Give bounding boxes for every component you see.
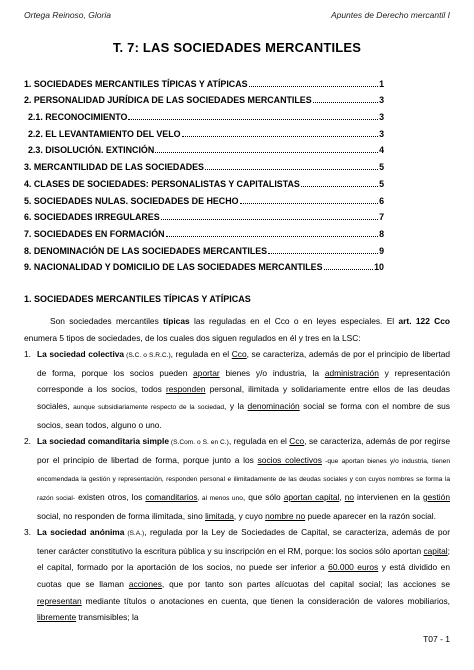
toc-dot-leader bbox=[205, 169, 378, 170]
list-item-sociedad-comanditaria: 2. La sociedad comanditaria simple (S.Com. o S. en C.), regulada en el Cco, se caracteriza, además de por regirse por el principio de libertad de forma, porque junto a los socios colectivos -que aportan bienes y/o industria, tienen encomendada la gestión y representación, responden personal e ilimitadamente de las deudas sociales y con cuyos nombres se forma la razón social- existen otros, los comanditarios, al menos uno, que sólo aportan capital, no intervienen en la gestión social, no responden de forma ilimitada, sino limitada, y cuyo nombre no puede aparecer en la razón social. bbox=[24, 433, 450, 524]
toc-dot-leader bbox=[161, 219, 378, 220]
toc-entry-page: 10 bbox=[374, 262, 384, 273]
toc-entry-page: 8 bbox=[379, 228, 384, 239]
toc-entry-page: 7 bbox=[379, 212, 384, 223]
toc-entry[interactable] bbox=[24, 105, 384, 122]
header-course: Apuntes de Derecho mercantil I bbox=[330, 10, 450, 20]
toc-entry-page: 3 bbox=[379, 112, 384, 123]
toc-entry[interactable] bbox=[24, 189, 384, 206]
toc-entry-page: 5 bbox=[379, 162, 384, 173]
toc-entry[interactable] bbox=[24, 155, 384, 172]
toc-dot-leader bbox=[240, 203, 379, 204]
toc-dot-leader bbox=[313, 102, 378, 103]
toc-dot-leader bbox=[182, 136, 379, 137]
intro-paragraph: Son sociedades mercantiles típicas las reguladas en el Cco o en leyes especiales. El art. 122 Cco enumera 5 tipos de sociedades, de los cuales dos siguen regulados en él y tres en la LSC: bbox=[24, 316, 451, 343]
toc-entry[interactable] bbox=[24, 172, 384, 189]
header-author: Ortega Reinoso, Gloria bbox=[24, 10, 111, 20]
toc-entry[interactable] bbox=[24, 239, 384, 256]
table-of-contents bbox=[24, 72, 384, 272]
toc-dot-leader bbox=[249, 86, 379, 87]
toc-entry[interactable] bbox=[24, 222, 384, 239]
toc-dot-leader bbox=[166, 236, 379, 237]
toc-entry[interactable] bbox=[24, 89, 384, 106]
toc-entry-label: 1. SOCIEDADES MERCANTILES TÍPICAS Y ATÍPICAS bbox=[24, 78, 248, 89]
list-number: 2. bbox=[24, 436, 31, 447]
toc-entry-label: 2. PERSONALIDAD JURÍDICA DE LAS SOCIEDADES MERCANTILES bbox=[24, 95, 312, 106]
toc-entry-label: 2.2. EL LEVANTAMIENTO DEL VELO bbox=[28, 128, 181, 139]
toc-entry-page: 3 bbox=[379, 128, 384, 139]
list-number: 1. bbox=[24, 349, 31, 360]
toc-entry-page: 9 bbox=[379, 245, 384, 256]
list-number: 3. bbox=[24, 527, 31, 538]
toc-entry[interactable] bbox=[24, 139, 384, 156]
toc-dot-leader bbox=[128, 119, 378, 120]
toc-entry-label: 9. NACIONALIDAD Y DOMICILIO DE LAS SOCIEDADES MERCANTILES bbox=[24, 262, 323, 273]
toc-entry-page: 6 bbox=[379, 195, 384, 206]
list-item-sociedad-anonima: 3. La sociedad anónima (S.A.), regulada por la Ley de Sociedades de Capital, se caracteriza, además de por tener carácter constitutivo la escritura pública y su inscripción en el RM, porque: los socios sólo aportan capital; el capital, formado por la aportación de los socios, no puede ser inferior a 60.000 euros y está dividido en cuotas que se llaman acciones, que por tanto son partes alícuotas del capital social; las acciones se representan mediante títulos o anotaciones en cuenta, que tienen la consideración de valores mobiliarios, libremente transmisibles; la bbox=[24, 524, 450, 626]
toc-dot-leader bbox=[155, 152, 378, 153]
toc-entry-page: 1 bbox=[379, 78, 384, 89]
toc-entry-label: 5. SOCIEDADES NULAS. SOCIEDADES DE HECHO bbox=[24, 195, 239, 206]
toc-entry[interactable] bbox=[24, 206, 384, 223]
toc-entry-page: 5 bbox=[379, 178, 384, 189]
toc-dot-leader bbox=[324, 269, 374, 270]
toc-entry[interactable] bbox=[24, 122, 384, 139]
toc-entry[interactable] bbox=[24, 256, 384, 273]
section-heading: 1. SOCIEDADES MERCANTILES TÍPICAS Y ATÍPICAS bbox=[24, 294, 251, 304]
toc-entry-label: 4. CLASES DE SOCIEDADES: PERSONALISTAS Y CAPITALISTAS bbox=[24, 178, 300, 189]
toc-entry[interactable] bbox=[24, 72, 384, 89]
section-body bbox=[24, 313, 450, 626]
page-title: T. 7: LAS SOCIEDADES MERCANTILES bbox=[112, 40, 362, 55]
list-item-sociedad-colectiva: 1. La sociedad colectiva (S.C. o S.R.C.), regulada en el Cco, se caracteriza, además de por el principio de libertad de forma, porque los socios pueden aportar bienes y/o industria, la administración y representación corresponde a los socios, todos responden personal, ilimitada y solidariamente entre ellos de las deudas sociales, aunque subsidiariamente respecto de la sociedad, y la denominación social se forma con el nombre de sus socios, sean todos, alguno o uno. bbox=[24, 346, 450, 433]
toc-entry-label: 3. MERCANTILIDAD DE LAS SOCIEDADES bbox=[24, 162, 204, 173]
toc-entry-label: 2.1. RECONOCIMIENTO bbox=[28, 112, 128, 123]
toc-entry-label: 7. SOCIEDADES EN FORMACIÓN bbox=[24, 228, 165, 239]
toc-entry-label: 2.3. DISOLUCIÓN. EXTINCIÓN bbox=[28, 145, 155, 156]
toc-dot-leader bbox=[268, 253, 378, 254]
page-header bbox=[24, 10, 450, 22]
toc-entry-label: 6. SOCIEDADES IRREGULARES bbox=[24, 212, 160, 223]
toc-entry-page: 4 bbox=[379, 145, 384, 156]
toc-entry-label: 8. DENOMINACIÓN DE LAS SOCIEDADES MERCANTILES bbox=[24, 245, 268, 256]
toc-dot-leader bbox=[301, 186, 378, 187]
page-number: T07 - 1 bbox=[423, 634, 450, 644]
toc-entry-page: 3 bbox=[379, 95, 384, 106]
